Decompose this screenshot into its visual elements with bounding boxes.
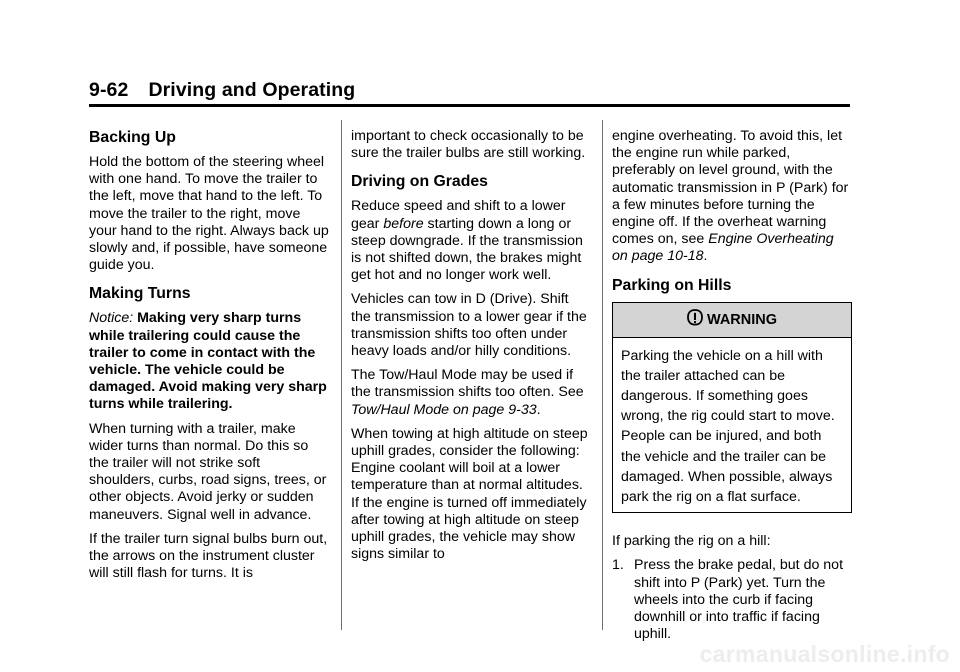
paragraph-tow-haul [351, 367, 591, 419]
step-text: Press the brake pedal, but do not shift into P (Park) yet. Turn the wheels into the curb if facing downhill or into traffic if facing uphill. [634, 557, 844, 643]
engine-overheating-reference-link[interactable]: Engine Overheating on page 10-18 [612, 231, 834, 265]
warning-header [613, 303, 851, 338]
overheat-text: engine overheating. To avoid this, let the engine run while parked, preferably on level ground, with the automatic transmission in P (Park) for a few minutes before turning the engine off. If the overheat warning comes on, see [612, 128, 849, 248]
warning-symbol-icon [687, 306, 703, 340]
reduce-text-b: starting down a long or steep downgrade. If the transmission is not shifted down, the brakes might get hot and no longer work well. [351, 215, 583, 284]
column-divider [602, 120, 603, 630]
paragraph-continued: important to check occasionally to be sure the trailer bulbs are still working. [351, 128, 586, 162]
reduce-emphasis: before [383, 215, 424, 232]
notice-paragraph [89, 310, 329, 413]
column-2 [351, 128, 591, 570]
towhaul-end: . [536, 401, 541, 418]
paragraph-backing: Hold the bottom of the steering wheel with one hand. To move the trailer to the left, move that hand to the left. To move the trailer to the right, move your hand to the right. Always back up slowly and, if possible, have someone guide you. [89, 154, 329, 274]
parking-steps-list [612, 557, 852, 643]
warning-box [612, 302, 852, 514]
heading-backing-up: Backing Up [89, 129, 176, 146]
paragraph-turning: When turning with a trailer, make wider turns than normal. Do this so the trailer will not strike soft shoulders, curbs, road signs, trees, or other objects. Avoid jerky or sudden maneuvers. Signal well in advance. [89, 420, 327, 523]
page-number: 9-62 [89, 79, 129, 101]
column-divider [341, 120, 342, 630]
heading-parking-on-hills: Parking on Hills [612, 276, 732, 294]
paragraph-overheating [612, 128, 852, 266]
paragraph-if-parking: If parking the rig on a hill: [612, 533, 771, 550]
warning-text: Parking the vehicle on a hill with the trailer attached can be dangerous. If something goes wrong, the rig could start to move. People can be injured, and both the vehicle and the trailer can be damaged. When possible, always park the rig on a flat surface. [621, 347, 835, 506]
column-3 [612, 128, 852, 643]
reduce-text-a: Reduce speed and shift to a lower gear [351, 198, 566, 232]
towhaul-text: The Tow/Haul Mode may be used if the transmission shifts too often. See [351, 367, 584, 401]
heading-making-turns: Making Turns [89, 285, 191, 303]
page-header [89, 79, 355, 102]
warning-title: WARNING [706, 311, 778, 328]
heading-driving-on-grades: Driving on Grades [351, 173, 488, 191]
header-rule [89, 104, 850, 107]
list-item [612, 557, 852, 643]
towhaul-reference-link[interactable]: Tow/Haul Mode on page 9-33 [351, 401, 537, 418]
paragraph-altitude: When towing at high altitude on steep uphill grades, consider the following: Engine coolant will boil at a lower temperature than at normal altitudes. If the engine is turned off immediately after towing at high altitude on steep uphill grades, the vehicle may show signs similar to [351, 425, 588, 563]
section-title: Driving and Operating [148, 79, 356, 101]
overheat-end: . [703, 248, 708, 265]
paragraph-reduce-speed [351, 198, 591, 284]
paragraph-tow-drive: Vehicles can tow in D (Drive). Shift the transmission to a lower gear if the transmission shifts too often under heavy loads and/or hilly conditions. [351, 291, 587, 360]
column-1 [89, 118, 329, 589]
notice-text: Making very sharp turns while trailering could cause the trailer to come in contact with the vehicle. The vehicle could be damaged. Avoid making very sharp turns while trailering. [89, 310, 327, 413]
step-number: 1. [612, 557, 624, 574]
paragraph-signal: If the trailer turn signal bulbs burn out, the arrows on the instrument cluster will still flash for turns. It is [89, 530, 328, 582]
notice-label: Notice: [89, 310, 134, 327]
watermark: carmanualsonline.info [699, 641, 950, 667]
